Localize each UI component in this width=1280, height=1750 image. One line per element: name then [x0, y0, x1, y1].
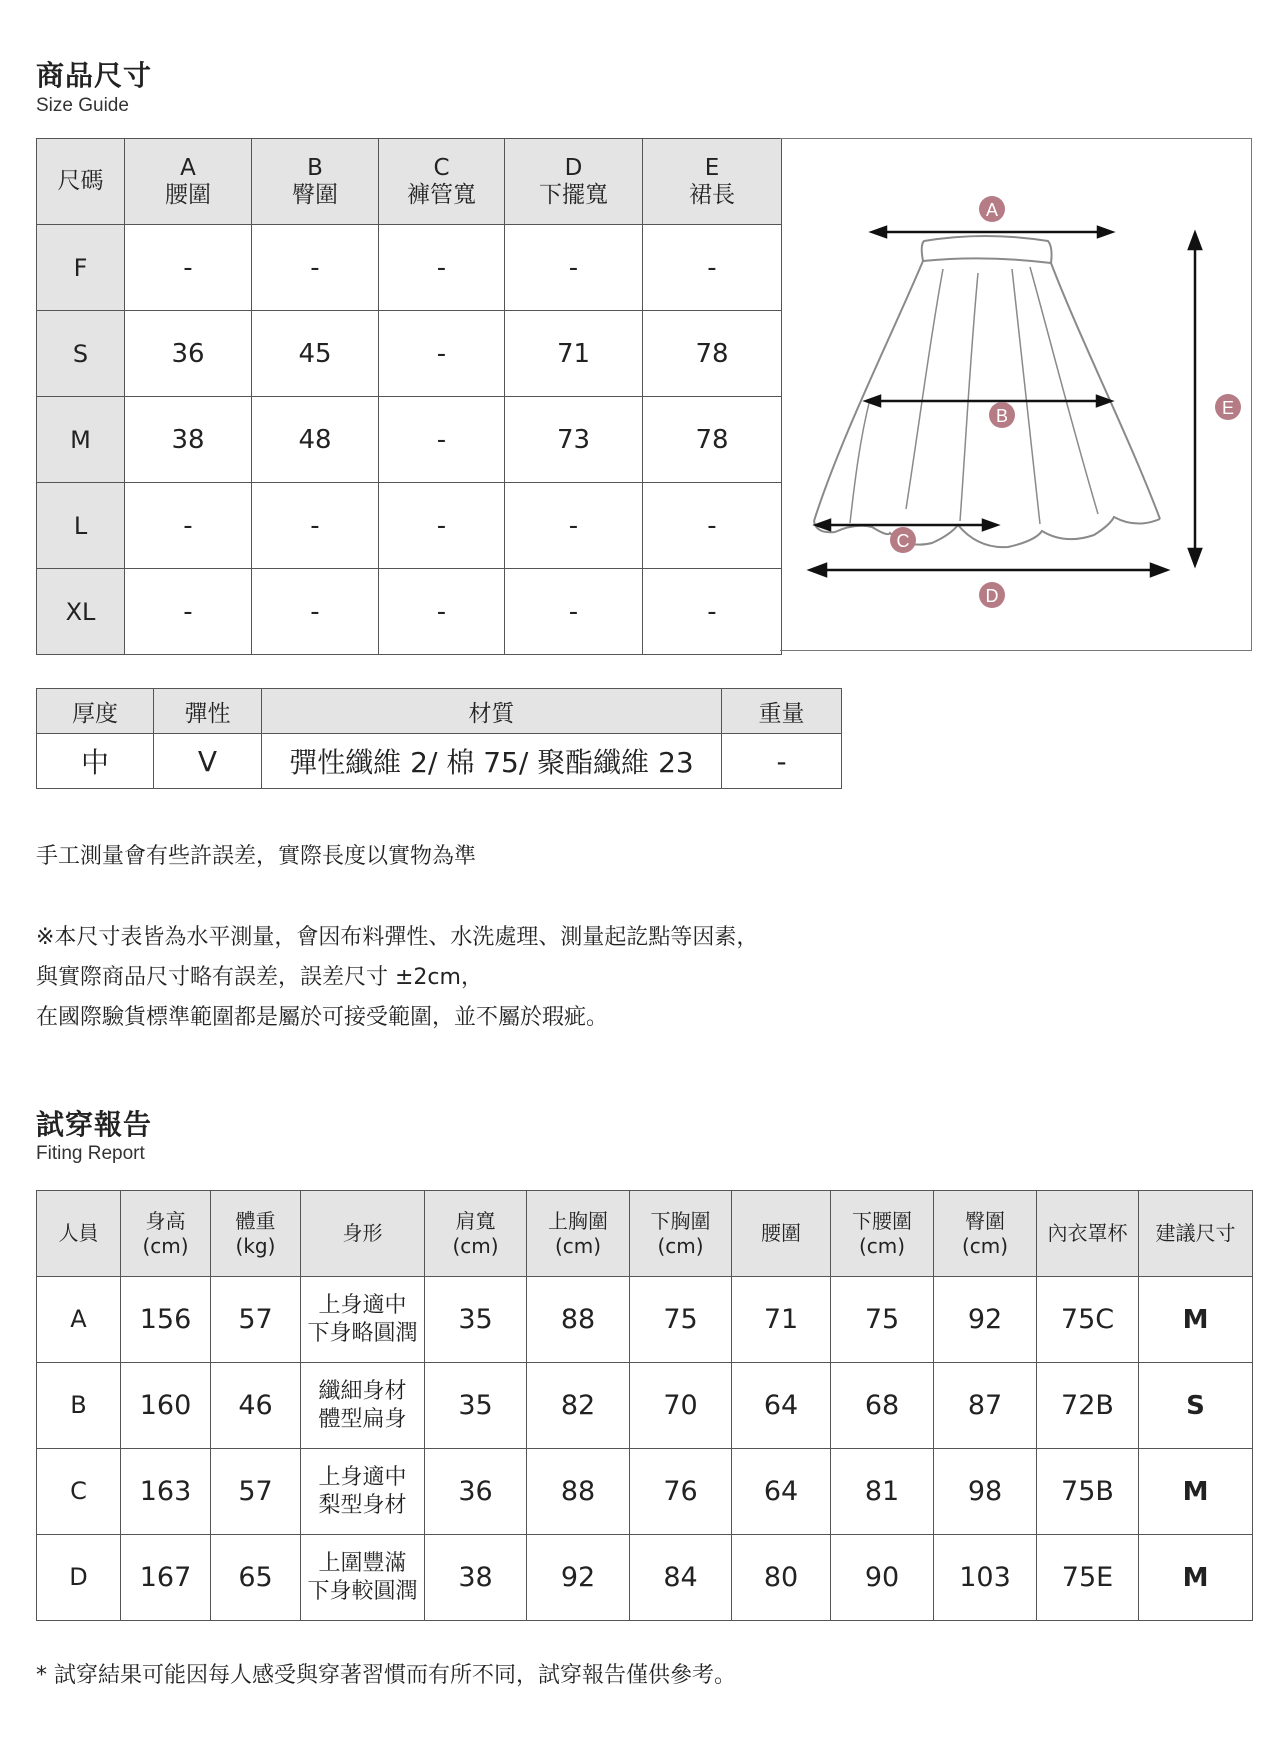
- person-label: C: [37, 1449, 121, 1535]
- col-header-d: D 下擺寬: [505, 139, 643, 225]
- weight-header: 體重 (kg): [211, 1191, 301, 1277]
- elasticity-value: V: [154, 734, 262, 789]
- size-cell: -: [125, 483, 252, 569]
- size-cell: 78: [643, 311, 782, 397]
- recommended-size-value: M: [1139, 1277, 1253, 1363]
- size-cell: -: [379, 225, 505, 311]
- waist-value: 71: [732, 1277, 831, 1363]
- svg-text:D: D: [985, 586, 999, 606]
- low-waist-value: 75: [831, 1277, 934, 1363]
- size-cell: -: [643, 569, 782, 655]
- badge-e: [1215, 394, 1241, 420]
- hip-header: 臀圍 (cm): [934, 1191, 1037, 1277]
- cup-value: 72B: [1037, 1363, 1139, 1449]
- waist-value: 64: [732, 1363, 831, 1449]
- recommended-size-value: S: [1139, 1363, 1253, 1449]
- under-bust-header: 下胸圍 (cm): [630, 1191, 732, 1277]
- size-cell: -: [252, 225, 379, 311]
- under-bust-value: 76: [630, 1449, 732, 1535]
- waist-value: 64: [732, 1449, 831, 1535]
- size-cell: 45: [252, 311, 379, 397]
- size-cell: -: [379, 569, 505, 655]
- height-value: 160: [121, 1363, 211, 1449]
- body-type-value: 上身適中 梨型身材: [301, 1449, 425, 1535]
- body-type-value: 纖細身材 體型扁身: [301, 1363, 425, 1449]
- recommended-size-value: M: [1139, 1535, 1253, 1621]
- fitting-row-d: [37, 1535, 1253, 1621]
- thickness-header: 厚度: [37, 689, 154, 734]
- col-header-e: E 裙長: [643, 139, 782, 225]
- shoulder-value: 35: [425, 1363, 527, 1449]
- height-header: 身高 (cm): [121, 1191, 211, 1277]
- size-cell: -: [505, 483, 643, 569]
- hip-value: 92: [934, 1277, 1037, 1363]
- disclaimer-line-1: ※本尺寸表皆為水平測量，會因布料彈性、水洗處理、測量起訖點等因素，: [36, 925, 759, 950]
- recommended-size-value: M: [1139, 1449, 1253, 1535]
- badge-a: [979, 196, 1005, 222]
- fitting-report-title: 試穿報告: [36, 1108, 153, 1141]
- height-value: 156: [121, 1277, 211, 1363]
- size-cell: 71: [505, 311, 643, 397]
- cup-value: 75E: [1037, 1535, 1139, 1621]
- size-guide-title: 商品尺寸: [36, 59, 153, 92]
- body-type-value: 上身適中 下身略圓潤: [301, 1277, 425, 1363]
- low-waist-value: 68: [831, 1363, 934, 1449]
- weight-value: -: [722, 734, 842, 789]
- size-cell: -: [252, 483, 379, 569]
- size-row-xl: [37, 569, 782, 655]
- skirt-diagram: [780, 138, 1252, 651]
- svg-text:C: C: [896, 531, 910, 551]
- fabric-header: 材質: [262, 689, 722, 734]
- svg-text:B: B: [995, 406, 1009, 426]
- badge-b: [989, 402, 1015, 428]
- size-cell: -: [379, 483, 505, 569]
- size-row-f: [37, 225, 782, 311]
- under-bust-value: 84: [630, 1535, 732, 1621]
- fitting-row-b: [37, 1363, 1253, 1449]
- body-type-header: 身形: [301, 1191, 425, 1277]
- badge-c: [890, 527, 916, 553]
- size-cell: -: [643, 225, 782, 311]
- col-header-b: B 臀圍: [252, 139, 379, 225]
- fitting-footnote: * 試穿結果可能因每人感受與穿著習慣而有所不同，試穿報告僅供參考。: [36, 1663, 736, 1688]
- size-cell: -: [125, 225, 252, 311]
- fitting-row-a: [37, 1277, 1253, 1363]
- under-bust-value: 70: [630, 1363, 732, 1449]
- size-row-l: [37, 483, 782, 569]
- weight-value: 57: [211, 1277, 301, 1363]
- fitting-report-subtitle: Fiting Report: [36, 1143, 145, 1164]
- size-guide-subtitle: Size Guide: [36, 95, 129, 116]
- shoulder-value: 38: [425, 1535, 527, 1621]
- fitting-table: [36, 1190, 1253, 1621]
- hip-value: 87: [934, 1363, 1037, 1449]
- person-label: A: [37, 1277, 121, 1363]
- upper-bust-header: 上胸圍 (cm): [527, 1191, 630, 1277]
- upper-bust-value: 92: [527, 1535, 630, 1621]
- material-table: [36, 688, 842, 789]
- weight-value: 57: [211, 1449, 301, 1535]
- skirt-illustration: [780, 139, 1251, 650]
- hip-value: 103: [934, 1535, 1037, 1621]
- size-cell: -: [643, 483, 782, 569]
- fabric-value: 彈性纖維 2/ 棉 75/ 聚酯纖維 23: [262, 734, 722, 789]
- upper-bust-value: 88: [527, 1277, 630, 1363]
- fitting-row-c: [37, 1449, 1253, 1535]
- height-value: 163: [121, 1449, 211, 1535]
- measurement-note: 手工測量會有些許誤差，實際長度以實物為準: [36, 844, 477, 869]
- recommended-size-header: 建議尺寸: [1139, 1191, 1253, 1277]
- col-header-c: C 褲管寬: [379, 139, 505, 225]
- low-waist-value: 81: [831, 1449, 934, 1535]
- hip-value: 98: [934, 1449, 1037, 1535]
- svg-text:E: E: [1221, 398, 1235, 418]
- person-label: B: [37, 1363, 121, 1449]
- size-cell: -: [505, 569, 643, 655]
- person-label: D: [37, 1535, 121, 1621]
- size-label: L: [37, 483, 125, 569]
- size-cell: 36: [125, 311, 252, 397]
- col-header-a: A 腰圍: [125, 139, 252, 225]
- under-bust-value: 75: [630, 1277, 732, 1363]
- low-waist-value: 90: [831, 1535, 934, 1621]
- shoulder-value: 36: [425, 1449, 527, 1535]
- badge-d: [979, 582, 1005, 608]
- size-cell: -: [379, 311, 505, 397]
- size-header: 尺碼: [37, 139, 125, 225]
- size-label: XL: [37, 569, 125, 655]
- size-row-m: [37, 397, 782, 483]
- size-label: M: [37, 397, 125, 483]
- person-header: 人員: [37, 1191, 121, 1277]
- cup-value: 75C: [1037, 1277, 1139, 1363]
- waist-value: 80: [732, 1535, 831, 1621]
- cup-header: 內衣罩杯: [1037, 1191, 1139, 1277]
- size-table: [36, 138, 782, 655]
- cup-value: 75B: [1037, 1449, 1139, 1535]
- size-label: S: [37, 311, 125, 397]
- disclaimer-line-2: 與實際商品尺寸略有誤差，誤差尺寸 ±2cm，: [36, 965, 483, 990]
- size-cell: -: [505, 225, 643, 311]
- shoulder-value: 35: [425, 1277, 527, 1363]
- waist-header: 腰圍: [732, 1191, 831, 1277]
- low-waist-header: 下腰圍 (cm): [831, 1191, 934, 1277]
- thickness-value: 中: [37, 734, 154, 789]
- weight-value: 46: [211, 1363, 301, 1449]
- size-cell: -: [379, 397, 505, 483]
- size-row-s: [37, 311, 782, 397]
- shoulder-header: 肩寬 (cm): [425, 1191, 527, 1277]
- size-cell: -: [252, 569, 379, 655]
- weight-value: 65: [211, 1535, 301, 1621]
- size-cell: 48: [252, 397, 379, 483]
- upper-bust-value: 88: [527, 1449, 630, 1535]
- size-cell: -: [125, 569, 252, 655]
- svg-text:A: A: [985, 200, 999, 220]
- size-cell: 73: [505, 397, 643, 483]
- elasticity-header: 彈性: [154, 689, 262, 734]
- body-type-value: 上圍豐滿 下身較圓潤: [301, 1535, 425, 1621]
- upper-bust-value: 82: [527, 1363, 630, 1449]
- weight-header: 重量: [722, 689, 842, 734]
- size-cell: 38: [125, 397, 252, 483]
- size-label: F: [37, 225, 125, 311]
- disclaimer-line-3: 在國際驗貨標準範圍都是屬於可接受範圍，並不屬於瑕疵。: [36, 1005, 609, 1030]
- size-cell: 78: [643, 397, 782, 483]
- height-value: 167: [121, 1535, 211, 1621]
